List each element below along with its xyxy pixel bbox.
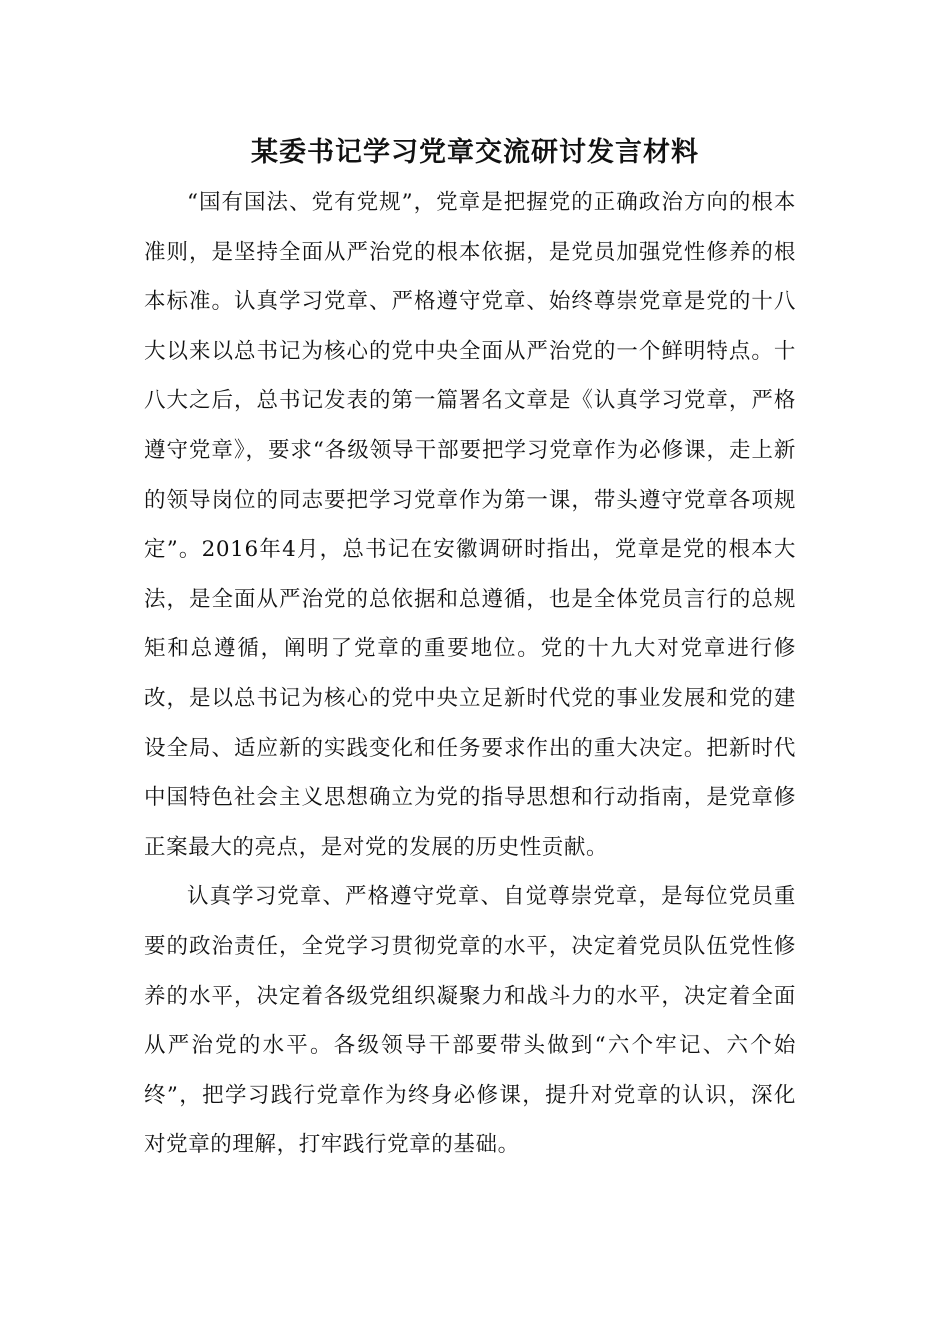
- document-body: [144, 178, 796, 1170]
- document-title: 某委书记学习党章交流研讨发言材料: [251, 137, 699, 168]
- paragraph-1: “国有国法、党有党规”，党章是把握党的正确政治方向的根本准则，是坚持全面从严治党的根本依据，是党员加强党性修养的根本标准。认真学习党章、严格遵守党章、始终尊崇党章是党的十八大以来以总书记为核心的党中央全面从严治党的一个鲜明特点。十八大之后，总书记发表的第一篇署名文章是《认真学习党章，严格遵守党章》，要求“各级领导干部要把学习党章作为必修课，走上新的领导岗位的同志要把学习党章作为第一课，带头遵守党章各项规定”。2016年4月，总书记在安徽调研时指出，党章是党的根本大法，是全面从严治党的总依据和总遵循，也是全体党员言行的总规矩和总遵循，阐明了党章的重要地位。党的十九大对党章进行修改，是以总书记为核心的党中央立足新时代党的事业发展和党的建设全局、适应新的实践变化和任务要求作出的重大决定。把新时代中国特色社会主义思想确立为党的指导思想和行动指南，是党章修正案最大的亮点，是对党的发展的历史性贡献。: [144, 190, 796, 860]
- paragraph-2: 认真学习党章、严格遵守党章、自觉尊崇党章，是每位党员重要的政治责任，全党学习贯彻党章的水平，决定着党员队伍党性修养的水平，决定着各级党组织凝聚力和战斗力的水平，决定着全面从严治党的水平。各级领导干部要带头做到“六个牢记、六个始终”，把学习践行党章作为终身必修课，提升对党章的认识，深化对党章的理解，打牢践行党章的基础。: [144, 884, 796, 1158]
